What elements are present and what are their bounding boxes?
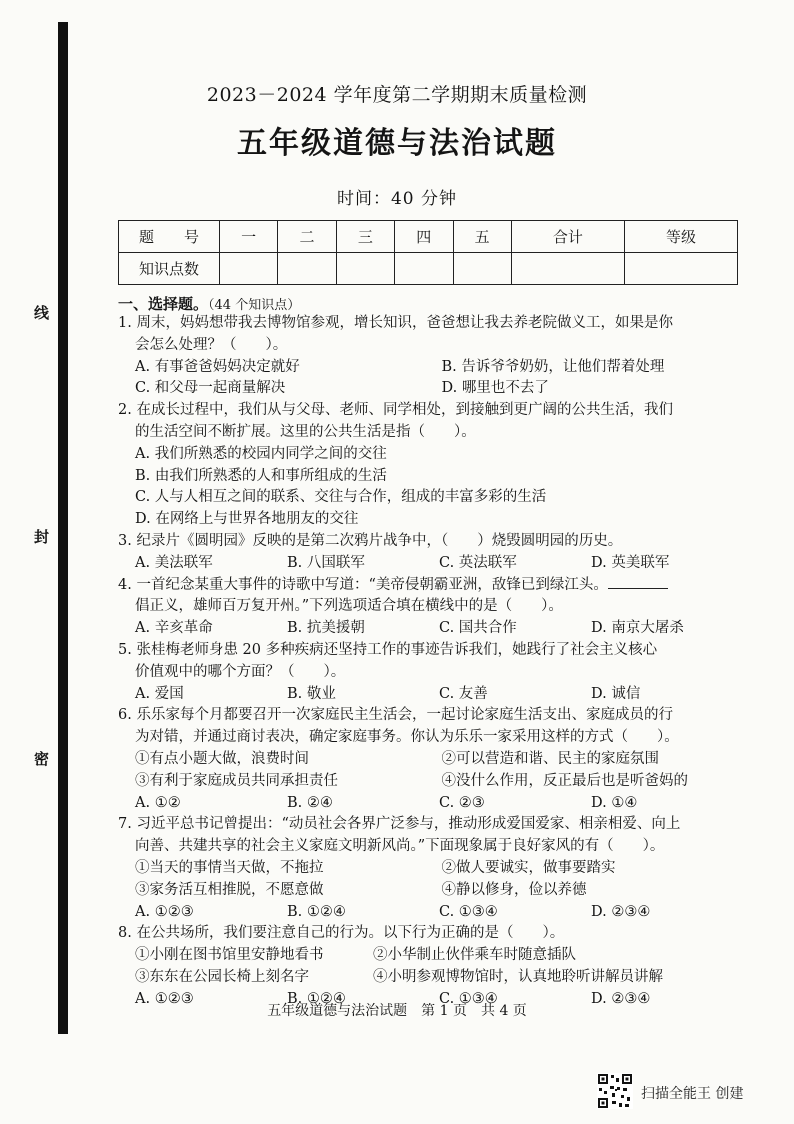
statement: ③有利于家庭成员共同承担责任 xyxy=(135,772,338,789)
option: D. 南京大屠杀 xyxy=(591,620,684,637)
question-list xyxy=(118,313,748,1011)
binding-mark-mi: 密 xyxy=(34,750,50,768)
option: C. ②③ xyxy=(439,794,485,811)
exam-term: 2023－2024 学年度第二学期期末质量检测 xyxy=(206,84,588,106)
statement-row xyxy=(118,967,748,989)
option: D. 英美联军 xyxy=(591,554,670,571)
option: B. ①②④ xyxy=(287,903,346,920)
section-title xyxy=(118,293,300,314)
section-note: （44 个知识点） xyxy=(208,298,301,313)
option: C. 人与人相互之间的联系、交往与合作，组成的丰富多彩的生活 xyxy=(135,489,547,506)
score-cell-empty xyxy=(511,253,624,285)
option: D. 哪里也不去了 xyxy=(441,380,549,397)
score-cell-empty xyxy=(624,253,737,285)
option: A. 美法联军 xyxy=(135,554,213,571)
question-text: 8. 在公共场所，我们要注意自己的行为。以下行为正确的是（ ）。 xyxy=(118,925,565,942)
question-6 xyxy=(118,705,748,814)
score-cell: 二 xyxy=(278,221,336,253)
statement: ①小刚在图书馆里安静地看书 xyxy=(135,947,324,964)
score-cell: 五 xyxy=(453,221,511,253)
statement: ③东东在公园长椅上刻名字 xyxy=(135,968,309,985)
answer-blank-line xyxy=(608,576,668,589)
question-text: 5. 张桂梅老师身患 20 多种疾病还坚持工作的事迹告诉我们，她践行了社会主义核心 xyxy=(118,641,658,658)
option: D. 在网络上与世界各地朋友的交往 xyxy=(135,511,359,528)
option: D. ①④ xyxy=(591,794,638,811)
option-row xyxy=(118,378,748,400)
statement: ①有点小题大做，浪费时间 xyxy=(135,750,309,767)
question-text: 6. 乐乐家每个月都要召开一次家庭民主生活会，一起讨论家庭生活支出、家庭成员的行 xyxy=(118,707,673,724)
question-text-with-blank xyxy=(118,575,748,597)
binding-mark-xian: 线 xyxy=(34,304,50,322)
question-text: 1. 周末，妈妈想带我去博物馆参观，增长知识，爸爸想让我去养老院做义工，如果是你 xyxy=(118,315,673,331)
statement: ②小华制止伙伴乘车时随意插队 xyxy=(373,947,576,964)
scanner-watermark: 扫描全能王 创建 xyxy=(641,1086,744,1102)
option: D. ②③④ xyxy=(591,903,651,920)
question-text: 向善、共建共享的社会主义家庭文明新风尚。”下面现象属于良好家风的有（ ）。 xyxy=(135,838,665,855)
statement: ②做人要诚实，做事要踏实 xyxy=(441,859,616,876)
option: C. 友善 xyxy=(439,685,488,702)
option: A. 辛亥革命 xyxy=(135,620,213,637)
score-cell: 等级 xyxy=(624,221,737,253)
statement: ②可以营造和谐、民主的家庭氛围 xyxy=(441,750,659,767)
statement-row xyxy=(118,945,748,967)
option: C. 和父母一起商量解决 xyxy=(135,380,286,397)
question-3 xyxy=(118,531,748,575)
option: D. 诚信 xyxy=(591,685,641,702)
option: B. 告诉爷爷奶奶，让他们帮着处理 xyxy=(441,358,665,375)
option: B. ①②④ xyxy=(287,990,346,1007)
exam-time: 时间：40 分钟 xyxy=(336,189,458,209)
option: B. 八国联军 xyxy=(287,554,365,571)
question-text: 会怎么处理？（ ）。 xyxy=(135,336,288,353)
option: C. 英法联军 xyxy=(439,554,517,571)
score-cell-empty xyxy=(395,253,453,285)
option: C. ①③④ xyxy=(439,990,498,1007)
question-5 xyxy=(118,640,748,705)
question-7 xyxy=(118,814,748,923)
question-text: 4. 一首纪念某重大事件的诗歌中写道：“美帝侵朝霸亚洲，敌锋已到绿江头。 xyxy=(118,576,608,593)
exam-title: 五年级道德与法治试题 xyxy=(237,126,557,161)
question-text: 的生活空间不断扩展。这里的公共生活是指（ ）。 xyxy=(135,423,476,440)
binding-line xyxy=(58,22,68,1034)
option: A. ①② xyxy=(135,794,181,811)
question-2 xyxy=(118,400,748,531)
score-cell: 一 xyxy=(220,221,278,253)
option: B. 敬业 xyxy=(287,685,336,702)
score-cell-empty xyxy=(453,253,511,285)
statement: ①当天的事情当天做，不拖拉 xyxy=(135,859,324,876)
option: B. 由我们所熟悉的人和事所组成的生活 xyxy=(135,467,387,484)
option: C. 国共合作 xyxy=(439,620,517,637)
statement-row xyxy=(118,749,748,771)
question-text: 2. 在成长过程中，我们从与父母、老师、同学相处，到接触到更广阔的公共生活，我们 xyxy=(118,402,673,419)
score-cell: 合计 xyxy=(511,221,624,253)
option-row xyxy=(118,357,748,379)
option-row xyxy=(118,902,748,924)
statement-row xyxy=(118,858,748,880)
score-cell-empty xyxy=(336,253,394,285)
question-text: 倡正义，雄师百万复开州。”下列选项适合填在横线中的是（ ）。 xyxy=(135,598,563,615)
statement: ③家务活互相推脱，不愿意做 xyxy=(135,881,324,898)
score-cell: 题 号 xyxy=(119,221,220,253)
option: C. ①③④ xyxy=(439,903,498,920)
statement-row xyxy=(118,771,748,793)
score-cell: 知识点数 xyxy=(119,253,220,285)
qr-code-icon xyxy=(597,1073,633,1109)
score-table xyxy=(118,220,738,285)
score-cell: 三 xyxy=(336,221,394,253)
score-cell-empty xyxy=(278,253,336,285)
statement: ④没什么作用，反正最后也是听爸妈的 xyxy=(441,772,688,789)
question-text: 3. 纪录片《圆明园》反映的是第二次鸦片战争中，（ ）烧毁圆明园的历史。 xyxy=(118,532,623,549)
statement-row xyxy=(118,880,748,902)
score-cell-empty xyxy=(220,253,278,285)
option-row xyxy=(118,553,748,575)
option-row xyxy=(118,618,748,640)
option-row xyxy=(118,684,748,706)
option: D. ②③④ xyxy=(591,990,651,1007)
question-text: 价值观中的哪个方面？（ ）。 xyxy=(135,663,346,680)
question-4 xyxy=(118,575,748,640)
page-footer: 五年级道德与法治试题 第 1 页 共 4 页 xyxy=(267,1003,527,1019)
option-row xyxy=(118,793,748,815)
question-text: 7. 习近平总书记曾提出：“动员社会各界广泛参与，推动形成爱国爱家、相亲相爱、向上 xyxy=(118,816,681,833)
option: B. ②④ xyxy=(287,794,333,811)
option: B. 抗美援朝 xyxy=(287,620,365,637)
statement: ④静以修身，俭以养德 xyxy=(441,881,587,898)
score-table-header-row xyxy=(119,221,738,253)
question-1 xyxy=(118,313,748,400)
option: A. 我们所熟悉的校园内同学之间的交往 xyxy=(135,445,387,462)
score-cell: 四 xyxy=(395,221,453,253)
question-text: 为对错，并通过商讨表决，确定家庭事务。你认为乐乐一家采用这样的方式（ ）。 xyxy=(135,729,679,746)
score-table-points-row xyxy=(119,253,738,285)
option: A. ①②③ xyxy=(135,903,194,920)
binding-mark-feng: 封 xyxy=(34,528,50,546)
option: A. 有事爸爸妈妈决定就好 xyxy=(135,358,300,375)
statement: ④小明参观博物馆时，认真地聆听讲解员讲解 xyxy=(373,968,663,985)
section-title-text: 一、选择题。 xyxy=(118,295,209,313)
option: A. 爱国 xyxy=(135,685,184,702)
question-8 xyxy=(118,923,748,1010)
option: A. ①②③ xyxy=(135,990,194,1007)
